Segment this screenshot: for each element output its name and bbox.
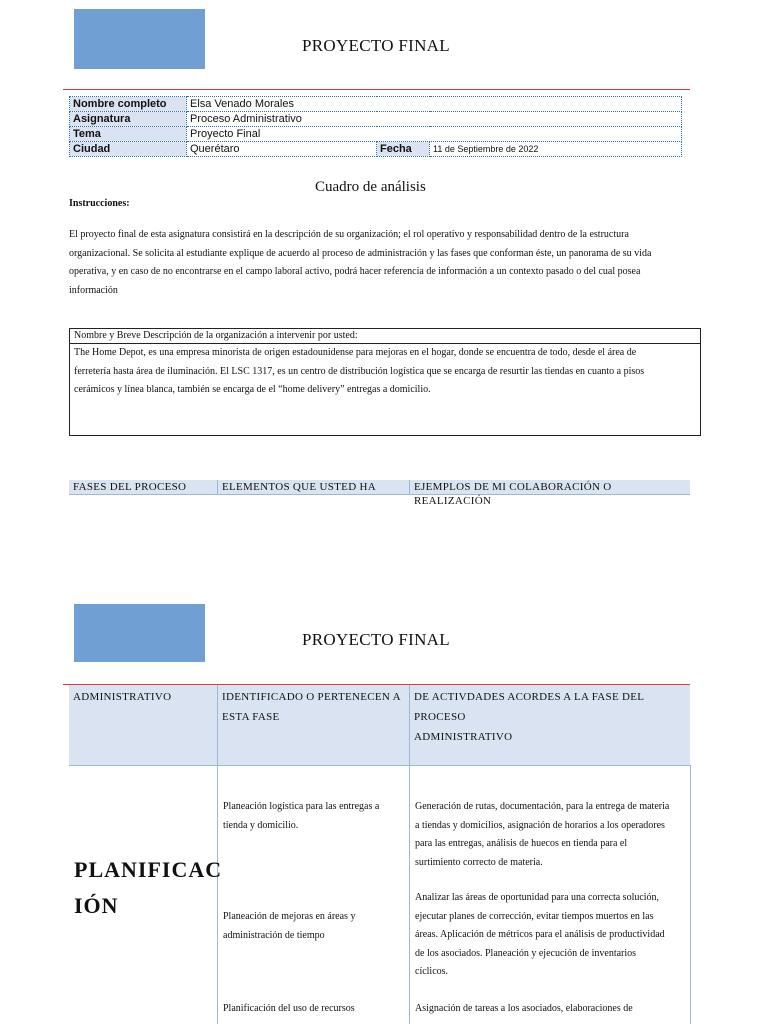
header-col-elements <box>218 685 405 729</box>
phase-line: PLANIFICAC <box>74 857 223 882</box>
nombre-value: Elsa Venado Morales <box>187 97 682 112</box>
instructions-line: El proyecto final de esta asignatura consistirá en la descripción de su organización; el rol operativo y responsabilidad dentro de la estructura <box>69 229 629 240</box>
cell-line: tienda y domicilio. <box>223 819 299 831</box>
phase-line: IÓN <box>74 893 119 918</box>
cell-line: Generación de rutas, documentación, para la entrega de materia <box>415 801 670 812</box>
header-col-examples <box>410 685 690 749</box>
analysis-table-header <box>69 480 690 507</box>
header-col-examples: EJEMPLOS DE MI COLABORACIÓN O REALIZACIÓN <box>414 481 612 507</box>
header-line: DE ACTIVDADES ACORDES A LA FASE DEL PROCESO <box>414 691 644 723</box>
logo-placeholder <box>74 9 205 69</box>
cell-line: Planificación del uso de recursos <box>223 1003 355 1014</box>
cell-line: Asignación de tareas a los asociados, elaboraciones de <box>415 1003 633 1014</box>
instructions-line: información <box>69 284 118 296</box>
instructions-text <box>69 226 699 300</box>
cell-line: de los asociados. Planeación y ejecución de inventarios <box>415 947 637 959</box>
header-col-elements: ELEMENTOS QUE USTED HA <box>222 481 376 493</box>
organization-line: ferretería hasta área de iluminación. El LSC 1317, es un centro de distribución logística que se encarga de resurtir las tiendas en cuanto a pisos <box>74 365 645 377</box>
header-col-phases: ADMINISTRATIVO <box>73 691 172 703</box>
phase-label-planificacion <box>74 852 222 924</box>
cell-line: administración de tiempo <box>223 929 325 941</box>
cell-line: a tiendas y domicilios, asignación de horarios a los operadores <box>415 819 665 831</box>
student-info-table <box>69 96 682 157</box>
cell-line: Planeación de mejoras en áreas y <box>223 911 356 922</box>
header-line: IDENTIFICADO O PERTENECEN A <box>222 691 401 703</box>
instructions-heading: Instrucciones: <box>69 198 130 209</box>
tema-value: Proyecto Final <box>187 127 682 142</box>
cell-line: áreas. Aplicación de métricos para el análisis de productividad <box>415 929 665 940</box>
header-line: ADMINISTRATIVO <box>414 731 513 743</box>
header-divider <box>63 89 690 90</box>
cell-line: surtimiento correcto de materia. <box>415 856 543 868</box>
fecha-value: 11 de Septiembre de 2022 <box>430 142 682 157</box>
element-cell <box>223 908 405 945</box>
organization-line: The Home Depot, es una empresa minorista de origen estadounidense para mejoras en el hogar, donde se encuentra de todo, desde el área de <box>74 347 637 358</box>
ciudad-label: Ciudad <box>70 142 187 157</box>
column-divider <box>409 685 410 1024</box>
example-cell <box>415 1000 690 1019</box>
instructions-line: organizacional. Se solicita al estudiante explique de acuerdo al proceso de administración y las fases que conforman éste, un panorama de su vida <box>69 247 652 259</box>
header-col-phases: FASES DEL PROCESO <box>73 481 187 493</box>
asignatura-value: Proceso Administrativo <box>187 112 682 127</box>
ciudad-value: Querétaro <box>187 142 377 157</box>
tema-label: Tema <box>70 127 187 142</box>
example-cell <box>415 889 690 982</box>
instructions-line: operativa, y en caso de no encontrarse en el campo laboral activo, podrá hacer referencia de información a un contexto pasado o del cual posea <box>69 266 641 277</box>
organization-box <box>69 328 701 436</box>
cell-line: para las entregas, análisis de huecos en tienda para el <box>415 838 628 849</box>
element-cell <box>223 1000 405 1019</box>
organization-description <box>70 344 700 400</box>
element-cell <box>223 798 405 835</box>
cell-line: Analizar las áreas de oportunidad para una correcta solución, <box>415 892 660 903</box>
table-edge <box>690 765 691 1024</box>
cell-line: ejecutar planes de corrección, evitar tiempos muertos en las <box>415 910 654 922</box>
section-title: Cuadro de análisis <box>315 179 426 195</box>
organization-heading: Nombre y Breve Descripción de la organización a intervenir por usted: <box>70 329 700 344</box>
logo-placeholder <box>74 604 205 662</box>
nombre-label: Nombre completo <box>70 97 187 112</box>
header-line: ESTA FASE <box>222 711 280 723</box>
organization-line: cerámicos y línea blanca, también se encarga de el “home delivery” entregas a domicilio. <box>74 384 431 395</box>
cell-line: cíclicos. <box>415 966 449 977</box>
page-title: PROYECTO FINAL <box>302 36 450 55</box>
row-divider <box>69 765 690 766</box>
analysis-table-header <box>69 685 690 765</box>
page-title: PROYECTO FINAL <box>302 630 450 649</box>
asignatura-label: Asignatura <box>70 112 187 127</box>
cell-line: Planeación logística para las entregas a <box>223 801 380 812</box>
example-cell <box>415 798 690 872</box>
fecha-label: Fecha <box>377 142 430 157</box>
